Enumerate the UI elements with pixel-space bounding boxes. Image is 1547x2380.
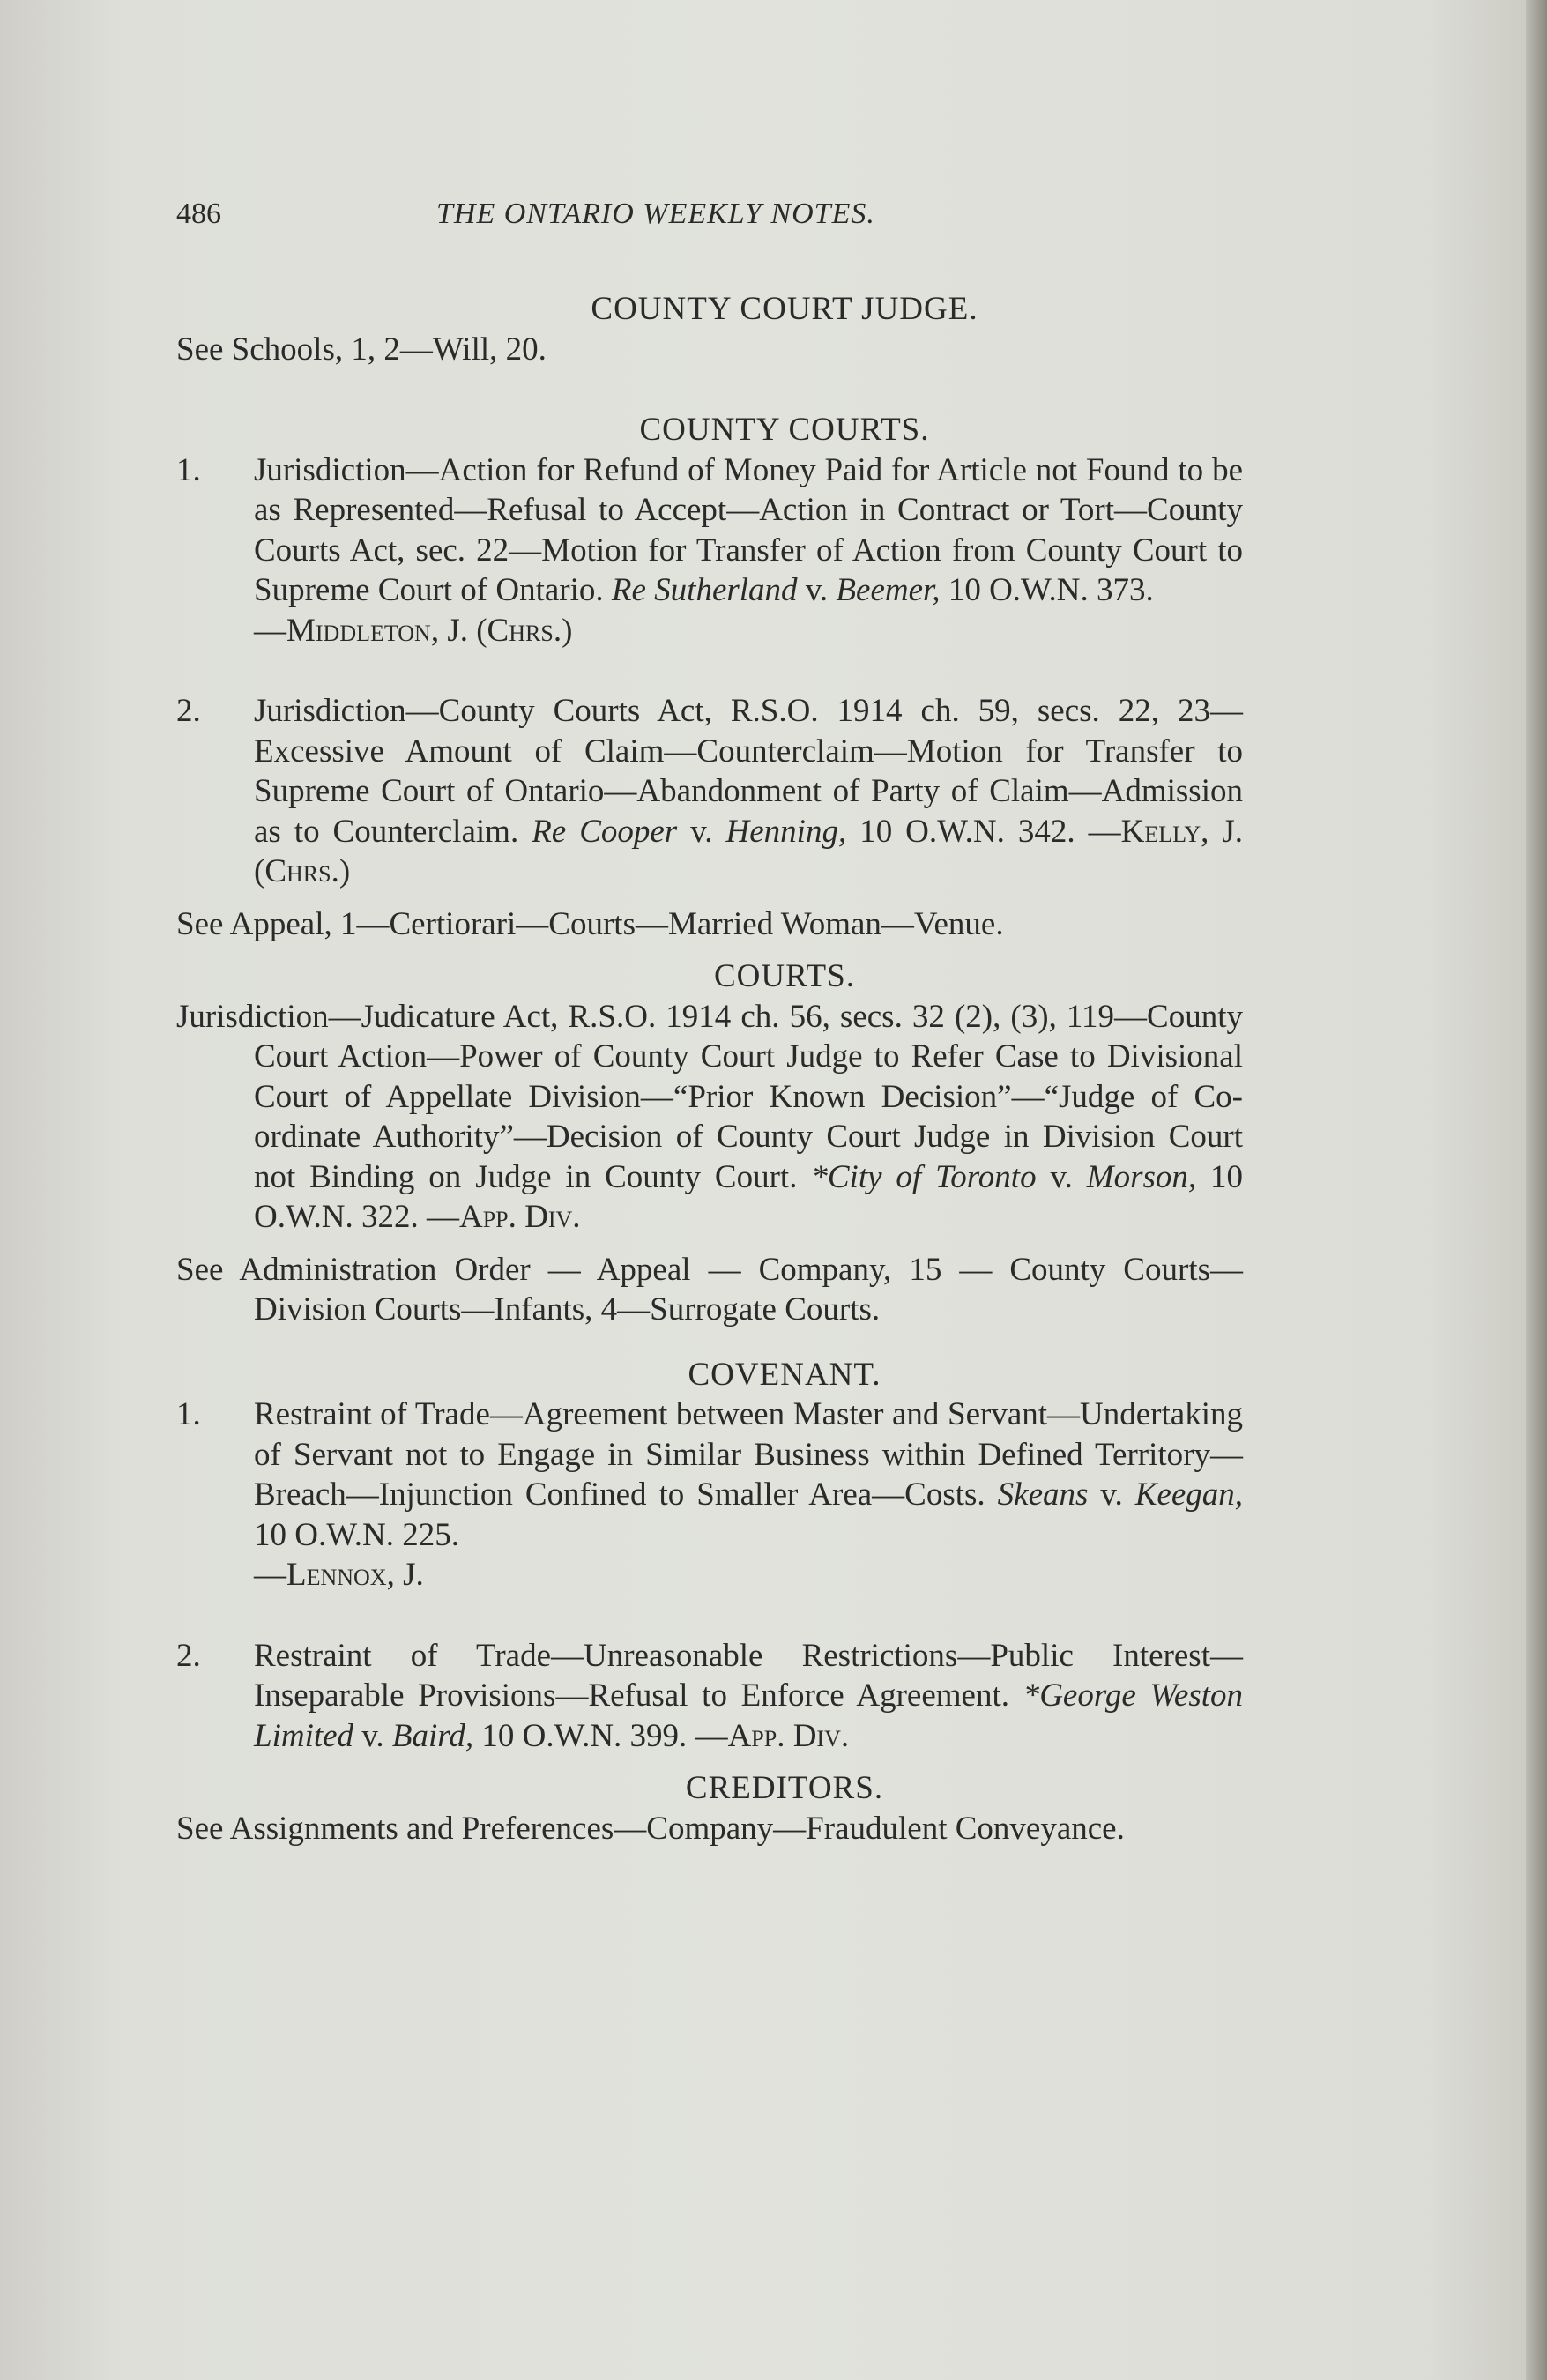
case-party-a: Skeans: [997, 1476, 1089, 1513]
see-courts: See Administration Order — Appeal — Company, 15 — County Courts—Division Courts—Infants, 4—Surrogate Courts.: [176, 1251, 1243, 1328]
county-courts-entry-1: [176, 450, 1243, 651]
see-county-courts: See Appeal, 1—Certiorari—Courts—Married Woman—Venue.: [176, 905, 1004, 942]
index-content: [176, 282, 1243, 1848]
entry-number: 2.: [176, 693, 201, 729]
entry-number: 1.: [176, 451, 201, 488]
see-county-court-judge: See Schools, 1, 2—Will, 20.: [176, 331, 547, 368]
case-party-b: Keegan,: [1134, 1476, 1244, 1513]
case-versus: v.: [690, 813, 713, 850]
courts-entry: [176, 997, 1243, 1238]
citation: 10 O.W.N. 342.: [859, 813, 1075, 850]
case-party-b: Morson,: [1086, 1158, 1197, 1195]
entry-number: 2.: [176, 1637, 201, 1674]
citation: 10 O.W.N. 373.: [948, 572, 1154, 608]
entry-text: Jurisdiction—Action for Refund of Money Paid for Article not Found to be as Represented—Refusal to Accept—Action in Contract or Tort—County Courts Act, sec. 22—Motion for Transfer of Action from County Court to Supreme Court of Ontario.: [254, 451, 1243, 608]
case-party-a: Re Sutherland: [611, 572, 798, 608]
entry-text: Restraint of Trade—Unreasonable Restrictions—Public Interest—Inseparable Provisions—Refusal to Enforce Agreement.: [254, 1637, 1243, 1714]
case-party-b: Baird,: [391, 1717, 474, 1754]
page-number: 486: [176, 197, 221, 230]
judge: —Kelly, J. (Chrs.): [254, 813, 1244, 889]
journal-title: THE ONTARIO WEEKLY NOTES.: [436, 197, 875, 230]
heading-covenant: COVENANT.: [688, 1356, 881, 1393]
citation: 10 O.W.N. 225.: [254, 1516, 459, 1553]
entry-number: 1.: [176, 1396, 201, 1432]
case-party-a: Re Cooper: [532, 813, 678, 850]
heading-creditors: CREDITORS.: [685, 1770, 884, 1806]
covenant-entry-1: [176, 1395, 1243, 1595]
citation: 10 O.W.N. 399.: [481, 1717, 688, 1754]
case-party-a: *City of Toronto: [811, 1158, 1037, 1195]
judge: —App. Div.: [426, 1199, 581, 1235]
citation: 10 O.W.N. 322.: [254, 1158, 1244, 1235]
case-versus: v.: [1050, 1158, 1073, 1195]
case-versus: v.: [1100, 1476, 1123, 1513]
heading-county-courts: COUNTY COURTS.: [639, 412, 930, 448]
county-courts-entry-2: [176, 691, 1243, 892]
entry-text: Restraint of Trade—Agreement between Master and Servant—Undertaking of Servant not to Engage in Similar Business within Defined Territory—Breach—Injunction Confined to Smaller Area—Costs.: [254, 1396, 1243, 1513]
see-creditors: See Assignments and Preferences—Company—Fraudulent Conveyance.: [176, 1810, 1125, 1847]
judge: —App. Div.: [695, 1717, 850, 1754]
heading-county-court-judge: COUNTY COURT JUDGE.: [591, 291, 978, 327]
case-party-a: *George Weston Limited: [254, 1677, 1243, 1754]
case-versus: v.: [361, 1717, 384, 1754]
judge: —Middleton, J. (Chrs.): [254, 612, 573, 649]
case-party-b: Henning,: [725, 813, 847, 850]
running-header: [176, 197, 1243, 240]
covenant-entry-2: [176, 1636, 1243, 1757]
judge: —Lennox, J.: [254, 1557, 424, 1593]
entry-text: Jurisdiction—Judicature Act, R.S.O. 1914 ch. 56, secs. 32 (2), (3), 119—County Court Action—Power of County Court Judge to Refer Case to Divisional Court of Appellate Division—“Prior Known Decision”—“Judge of Co-ordinate Authority”—Decision of County Court Judge in Division Court not Binding on Judge in County Court.: [176, 998, 1243, 1195]
case-versus: v.: [805, 572, 829, 608]
heading-courts: COURTS.: [713, 958, 855, 994]
entry-text: Jurisdiction—County Courts Act, R.S.O. 1914 ch. 59, secs. 22, 23—Excessive Amount of Claim—Counterclaim—Motion for Transfer to Supreme Court of Ontario—Abandonment of Party of Claim—Admission as to Counterclaim.: [254, 693, 1243, 850]
case-party-b: Beemer,: [836, 572, 941, 608]
book-spine-edge: [1526, 0, 1547, 2380]
